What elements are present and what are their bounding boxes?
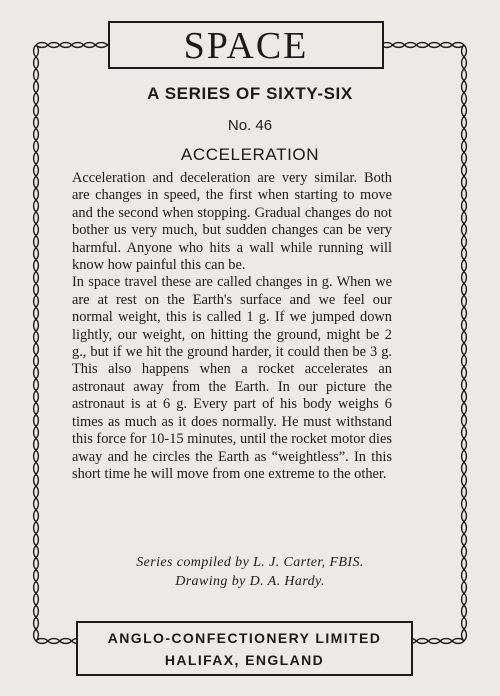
- credit-series: Series compiled by L. J. Carter, FBIS.: [136, 555, 364, 570]
- publisher-location: HALIFAX, ENGLAND: [164, 652, 325, 668]
- card-body: [72, 170, 392, 483]
- card-title: SPACE: [183, 25, 309, 67]
- body-paragraph-2: In space travel these are called changes in g. When we are at rest on the Earth's surface and we feel our normal weight, this is called 1 g. If we jumped down lightly, our weight, on hitting the ground, might be 2 g., but if we hit the ground harder, it could then be 3 g. This also happens when a rocket accelerates an astronaut away from the Earth. In our picture the astronaut is at 6 g. Every part of his body weighs 6 times as much as it does normally. He must withstand this force for 10-15 minutes, until the rocket motor dies away and he circles the Earth as “weightless”. In this short time he will move from one extreme to the other.: [72, 274, 392, 482]
- rope-strand: [34, 45, 39, 641]
- card-heading: ACCELERATION: [180, 145, 320, 164]
- card-number: No. 46: [227, 117, 273, 134]
- body-paragraph-1: Acceleration and deceleration are very similar. Both are changes in speed, the first when starting to move and the second when stopping. Gradual changes do not bother us very much, but sudden changes can be very harmful. Anyone who hits a wall while running will know how painful this can be.: [72, 170, 392, 274]
- publisher-name: ANGLO-CONFECTIONERY LIMITED: [107, 630, 382, 646]
- credits: [0, 553, 500, 591]
- credit-drawing: Drawing by D. A. Hardy.: [175, 574, 325, 589]
- series-subtitle: A SERIES OF SIXTY-SIX: [147, 84, 353, 103]
- title-box: [108, 21, 384, 69]
- publisher-box: [76, 621, 413, 676]
- rope-strand: [462, 45, 467, 641]
